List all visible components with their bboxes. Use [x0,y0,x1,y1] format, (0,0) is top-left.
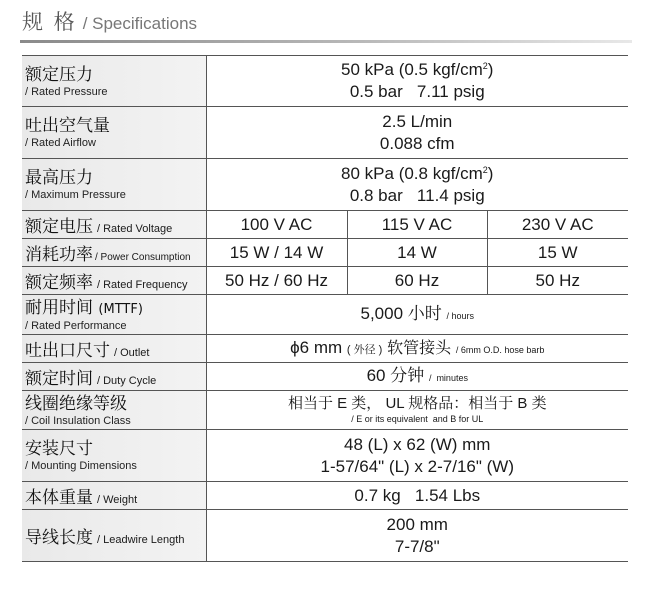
row-power-consumption [22,239,628,267]
value-voltage-115: 115 V AC [347,211,487,239]
value-weight: 0.7 kg 1.54 Lbs [206,482,628,510]
label-rated-frequency: 额定频率 / Rated Frequency [22,267,206,295]
row-coil-class [22,391,628,430]
label-rated-airflow: 吐出空气量 / Rated Airflow [22,107,206,159]
row-leadwire [22,510,628,562]
row-rated-frequency [22,267,628,295]
value-frequency-230: 50 Hz [487,267,628,295]
value-max-pressure: 80 kPa (0.8 kgf/$cm^2$) 0.8 bar 11.4 psig [206,159,628,211]
row-mttf [22,295,628,335]
value-frequency-115: 60 Hz [347,267,487,295]
value-rated-airflow: 2.5 L/min 0.088 cfm [206,107,628,159]
label-weight: 本体重量 / Weight [22,482,206,510]
label-duty-cycle: 额定时间 / Duty Cycle [22,363,206,391]
row-mounting [22,430,628,482]
header-title-cn: 规 格 [22,10,77,34]
value-voltage-100: 100 V AC [206,211,347,239]
value-rated-pressure: 50 kPa (0.5 kgf/$cm^2$) 0.5 bar 7.11 psig [206,56,628,107]
header-divider [20,40,632,43]
row-rated-pressure [22,56,628,107]
label-max-pressure: 最高压力 / Maximum Pressure [22,159,206,211]
row-outlet [22,335,628,363]
row-duty-cycle [22,363,628,391]
value-power-115: 14 W [347,239,487,267]
label-coil-class: 线圈绝缘等级 / Coil Insulation Class [22,391,206,430]
row-weight [22,482,628,510]
value-coil-class: 相当于 E 类， UL 规格品：相当于 B 类 / E or its equivalent and B for UL [206,391,628,430]
label-mounting: 安装尺寸 / Mounting Dimensions [22,430,206,482]
value-frequency-100: 50 Hz / 60 Hz [206,267,347,295]
label-leadwire: 导线长度 / Leadwire Length [22,510,206,562]
row-rated-voltage [22,211,628,239]
label-rated-voltage: 额定电压 / Rated Voltage [22,211,206,239]
value-power-100: 15 W / 14 W [206,239,347,267]
value-voltage-230: 230 V AC [487,211,628,239]
row-max-pressure [22,159,628,211]
label-power-consumption: 消耗功率 / Power Consumption [22,239,206,267]
value-power-230: 15 W [487,239,628,267]
value-mttf: 5,000 小时 / hours [206,295,628,335]
label-rated-pressure: 额定压力 / Rated Pressure [22,56,206,107]
section-header [22,6,197,36]
label-mttf: 耐用时间 (MTTF) / Rated Performance [22,295,206,335]
label-outlet: 吐出口尺寸 / Outlet [22,335,206,363]
header-title-en: / Specifications [82,14,198,33]
value-leadwire: 200 mm 7-7/8" [206,510,628,562]
value-mounting: 48 (L) x 62 (W) mm 1-57/64" (L) x 2-7/16" (W) [206,430,628,482]
specifications-table [22,55,628,562]
row-rated-airflow [22,107,628,159]
value-outlet: ϕ6 mm ( 外径 ) 软管接头 / 6mm O.D. hose barb [206,335,628,363]
value-duty-cycle: 60 分钟 / minutes [206,363,628,391]
